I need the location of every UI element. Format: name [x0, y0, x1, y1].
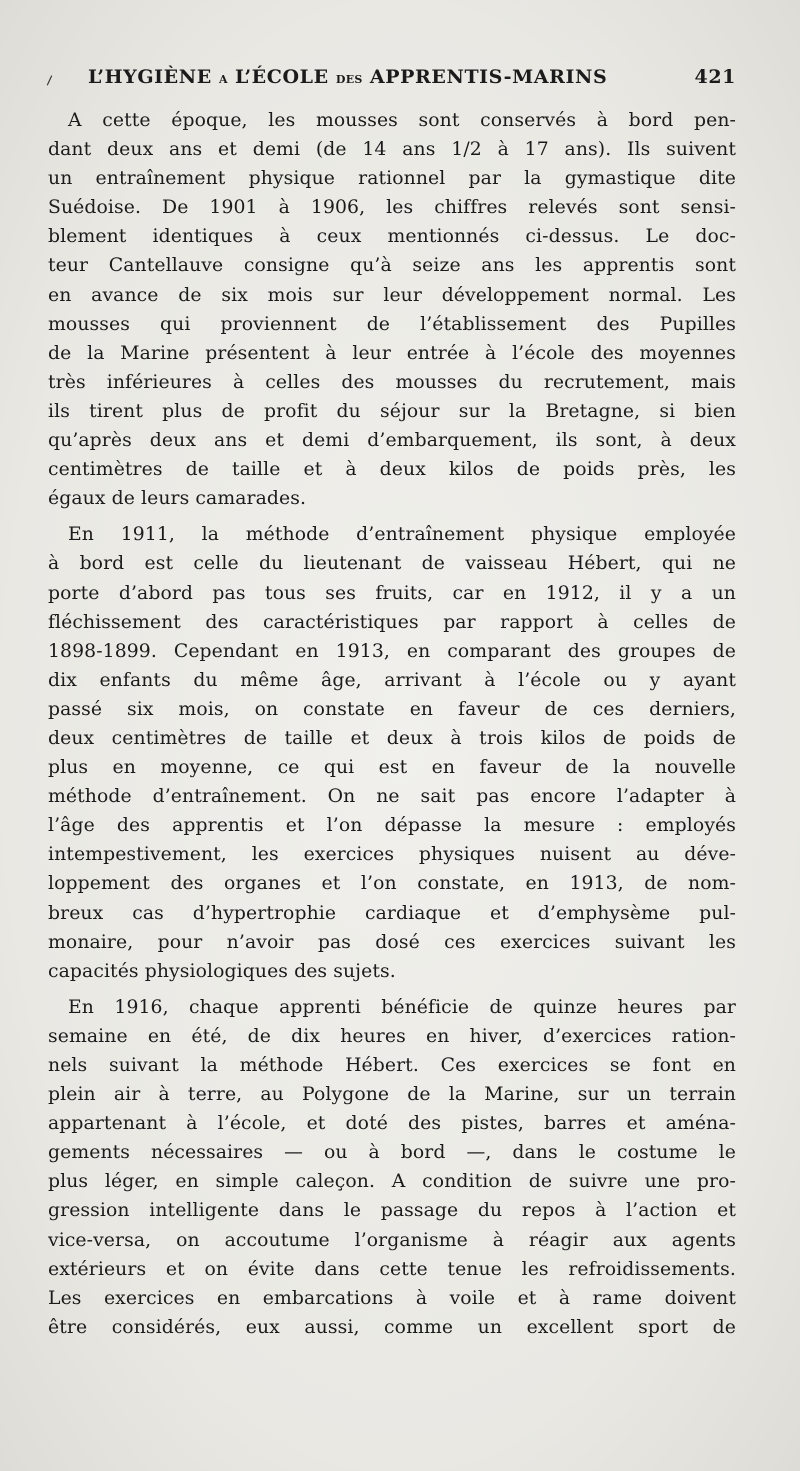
text-line: plein air à terre, au Polygone de la Marine, sur un terrain: [48, 1084, 736, 1106]
text-line: teur Cantellauve consigne qu’à seize ans les apprentis sont: [48, 255, 736, 277]
text-line: deux centimètres de taille et deux à trois kilos de poids de: [48, 727, 736, 749]
text-line: capacités physiologiques des sujets.: [48, 960, 396, 982]
text-line: passé six mois, on constate en faveur de ces derniers,: [48, 698, 736, 720]
paragraph-2: [48, 520, 736, 986]
text-line: nels suivant la méthode Hébert. Ces exercices se font en: [48, 1055, 736, 1076]
page-number: 421: [694, 66, 736, 88]
text-line: l’âge des apprentis et l’on dépasse la mesure : employés: [48, 815, 736, 837]
text-line: monaire, pour n’avoir pas dosé ces exercices suivant les: [48, 931, 736, 953]
running-title: L’HYGIÈNE A L’ÉCOLE DES APPRENTIS-MARINS: [88, 66, 608, 88]
text-line: En 1916, chaque apprenti bénéficie de quinze heures par: [68, 996, 736, 1018]
text-line: blement identiques à ceux mentionnés ci-dessus. Le doc-: [48, 226, 736, 248]
text-line: ils tirent plus de profit du séjour sur la Bretagne, si bien: [48, 400, 736, 422]
text-line: Les exercices en embarcations à voile et à rame doivent: [48, 1287, 736, 1309]
body-text: [48, 106, 736, 1342]
text-line: breux cas d’hypertrophie cardiaque et d’emphysème pul-: [48, 902, 736, 924]
text-line: extérieurs et on évite dans cette tenue les refroidissements.: [48, 1258, 736, 1280]
text-line: appartenant à l’école, et doté des pistes, barres et aména-: [48, 1113, 736, 1135]
text-line: très inférieures à celles des mousses du recrutement, mais: [48, 371, 736, 393]
text-line: plus léger, en simple caleçon. A condition de suivre une pro-: [48, 1171, 736, 1193]
text-line: être considérés, eux aussi, comme un excellent sport de: [48, 1316, 736, 1338]
text-line: centimètres de taille et à deux kilos de poids près, les: [48, 459, 736, 481]
paragraph-1: [48, 106, 736, 513]
text-line: méthode d’entraînement. On ne sait pas encore l’adapter à: [48, 786, 736, 808]
text-line: dix enfants du même âge, arrivant à l’école ou y ayant: [48, 669, 736, 691]
text-line: en avance de six mois sur leur développement normal. Les: [48, 284, 736, 306]
text-line: qu’après deux ans et demi d’embarquement, ils sont, à deux: [48, 430, 736, 452]
text-line: vice-versa, on accoutume l’organisme à réagir aux agents: [48, 1229, 736, 1251]
text-line: à bord est celle du lieutenant de vaisseau Hébert, qui ne: [48, 553, 736, 575]
text-line: dant deux ans et demi (de 14 ans 1/2 à 17 ans). Ils suivent: [48, 139, 736, 161]
text-line: 1898-1899. Cependant en 1913, en comparant des groupes de: [48, 640, 736, 662]
text-line: semaine en été, de dix heures en hiver, d’exercices ration-: [48, 1025, 736, 1047]
text-line: gements nécessaires — ou à bord —, dans le costume le: [48, 1142, 736, 1164]
text-line: un entraînement physique rationnel par la gymastique dite: [48, 168, 736, 190]
text-line: loppement des organes et l’on constate, en 1913, de nom-: [48, 873, 736, 895]
pencil-mark: ⸝: [38, 62, 59, 91]
text-line: fléchissement des caractéristiques par rapport à celles de: [48, 611, 736, 633]
text-line: A cette époque, les mousses sont conservés à bord pen-: [68, 110, 736, 131]
text-line: porte d’abord pas tous ses fruits, car en 1912, il y a un: [48, 582, 736, 604]
paragraph-3: [48, 993, 736, 1342]
running-header: [38, 62, 736, 91]
text-line: égaux de leurs camarades.: [48, 488, 307, 510]
text-line: mousses qui proviennent de l’établissement des Pupilles: [48, 313, 736, 335]
text-line: plus en moyenne, ce qui est en faveur de la nouvelle: [48, 757, 736, 779]
text-line: de la Marine présentent à leur entrée à l’école des moyennes: [48, 342, 736, 364]
text-line: Suédoise. De 1901 à 1906, les chiffres relevés sont sensi-: [48, 197, 736, 219]
text-line: En 1911, la méthode d’entraînement physique employée: [68, 524, 736, 546]
text-line: intempestivement, les exercices physiques nuisent au déve-: [48, 844, 736, 866]
text-line: gression intelligente dans le passage du repos à l’action et: [48, 1200, 736, 1222]
